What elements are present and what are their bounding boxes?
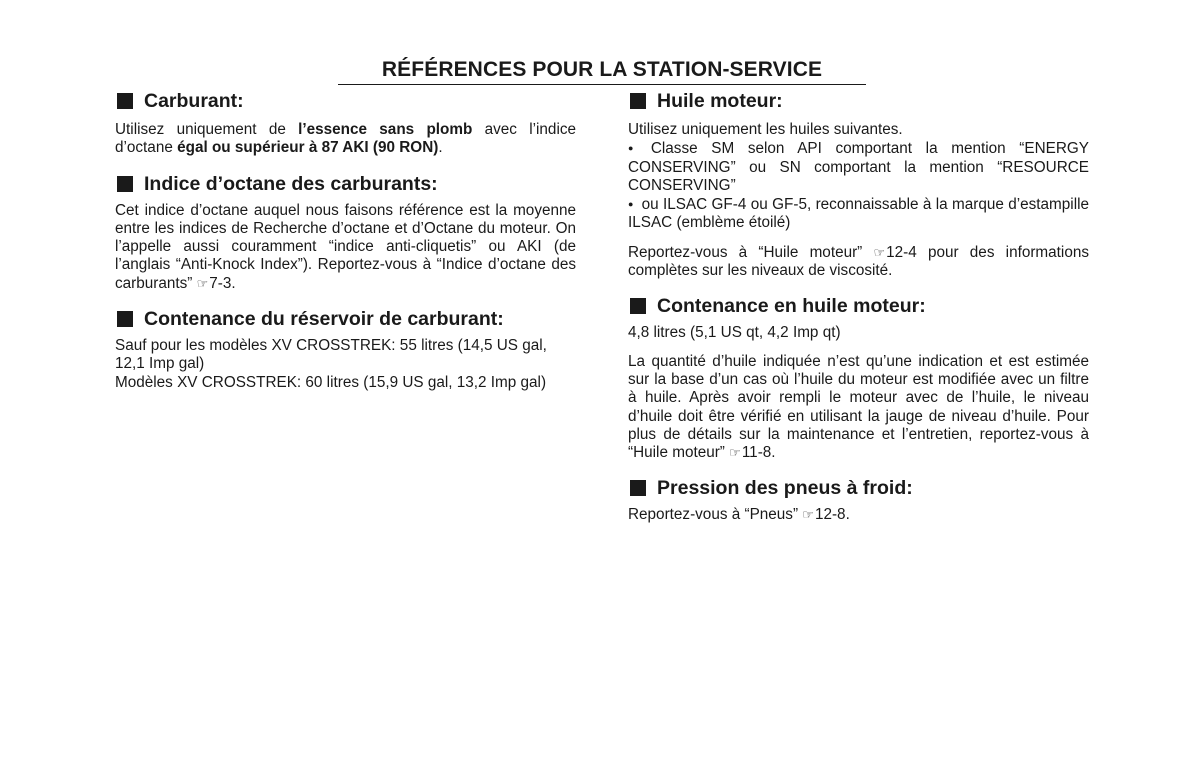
- pointing-hand-icon: ☞: [802, 507, 814, 523]
- text: Cet indice d’octane auquel nous faisons référence est la moyenne entre les indices de Recherche d’octane et d’Octane du moteur. On l’appelle aussi couramment “indice anti-cliquetis” ou AKI (de l’anglais “Anti-Knock Index”). Reportez-vous à “Indice d’octane des carburants”: [115, 201, 576, 292]
- carburant-paragraph: [115, 121, 576, 158]
- section-octane: [115, 171, 576, 293]
- left-column: [115, 88, 576, 392]
- heading-text: Indice d’octane des carburants:: [144, 172, 438, 195]
- page-reference: 12-4: [886, 243, 917, 261]
- section-pression-pneus: [628, 475, 1089, 524]
- section-heading: [115, 171, 576, 197]
- huile-reference-paragraph: [628, 244, 1089, 281]
- contenance-value: 4,8 litres (5,1 US qt, 4,2 Imp qt): [628, 324, 841, 342]
- list-item: ● Classe SM selon API comportant la mention “ENERGY CONSERVING” ou SN comportant la mention “RESOURCE CONSERVING”: [628, 139, 1089, 195]
- page-reference: 12-8.: [814, 506, 850, 524]
- octane-paragraph: [115, 202, 576, 293]
- section-reservoir: [115, 306, 576, 392]
- heading-text: Contenance du réservoir de carburant:: [144, 308, 504, 331]
- page-title: RÉFÉRENCES POUR LA STATION-SERVICE: [338, 56, 866, 85]
- section-heading: [628, 88, 1089, 114]
- page-reference: 11-8.: [741, 444, 776, 462]
- section-heading: [115, 306, 576, 332]
- square-icon: [630, 480, 646, 496]
- pointing-hand-icon: ☞: [729, 445, 741, 461]
- heading-text: Contenance en huile moteur:: [657, 295, 926, 318]
- heading-text: Pression des pneus à froid:: [657, 477, 913, 500]
- pointing-hand-icon: ☞: [873, 244, 886, 260]
- section-carburant: [115, 88, 576, 158]
- section-heading: [115, 88, 576, 114]
- huile-intro: Utilisez uniquement les huiles suivantes.: [628, 121, 903, 138]
- text: Reportez-vous à “Huile moteur”: [628, 243, 874, 261]
- square-icon: [630, 93, 646, 109]
- bold-text: l’essence sans plomb: [298, 121, 473, 138]
- list-item: ● ou ILSAC GF-4 ou GF-5, reconnaissable à la marque d’estampille ILSAC (emblème étoilé): [628, 195, 1089, 233]
- pointing-hand-icon: ☞: [196, 275, 209, 291]
- contenance-paragraph: [628, 353, 1089, 463]
- text: La quantité d’huile indiquée n’est qu’une indication et est estimée sur la base d’un cas où l’huile du moteur est modifiée avec un filtre à huile. Après avoir rempli le moteur avec de l’huile, le niveau d’huile doit être vérifié en utilisant la jauge de niveau d’huile. Pour plus de détails sur la maintenance et l’entretien, reportez-vous à “Huile moteur”: [628, 352, 1089, 462]
- text: avec l’indice d’octane: [115, 121, 576, 157]
- reservoir-line: Modèles XV CROSSTREK: 60 litres (15,9 US gal, 13,2 Imp gal): [115, 373, 547, 391]
- section-contenance-huile: [628, 293, 1089, 462]
- section-heading: [628, 293, 1089, 319]
- heading-text: Carburant:: [144, 90, 244, 112]
- section-heading: [628, 475, 1089, 501]
- square-icon: [630, 298, 646, 314]
- text: Reportez-vous à “Pneus”: [628, 506, 803, 524]
- text: pour des informations complètes sur les niveaux de viscosité.: [628, 243, 1089, 280]
- reservoir-line: Sauf pour les modèles XV CROSSTREK: 55 litres (14,5 US gal, 12,1 Imp gal): [115, 337, 547, 373]
- square-icon: [117, 176, 133, 192]
- square-icon: [117, 311, 133, 327]
- text: .: [438, 139, 443, 157]
- page-reference: 7-3.: [209, 274, 236, 292]
- square-icon: [117, 93, 133, 109]
- section-huile-moteur: [628, 88, 1089, 280]
- bold-text: égal ou supérieur à 87 AKI (90 RON): [177, 139, 439, 157]
- right-column: [628, 88, 1089, 525]
- text: Utilisez uniquement de: [115, 121, 299, 138]
- pneus-paragraph: [628, 506, 1089, 524]
- heading-text: Huile moteur:: [657, 90, 783, 112]
